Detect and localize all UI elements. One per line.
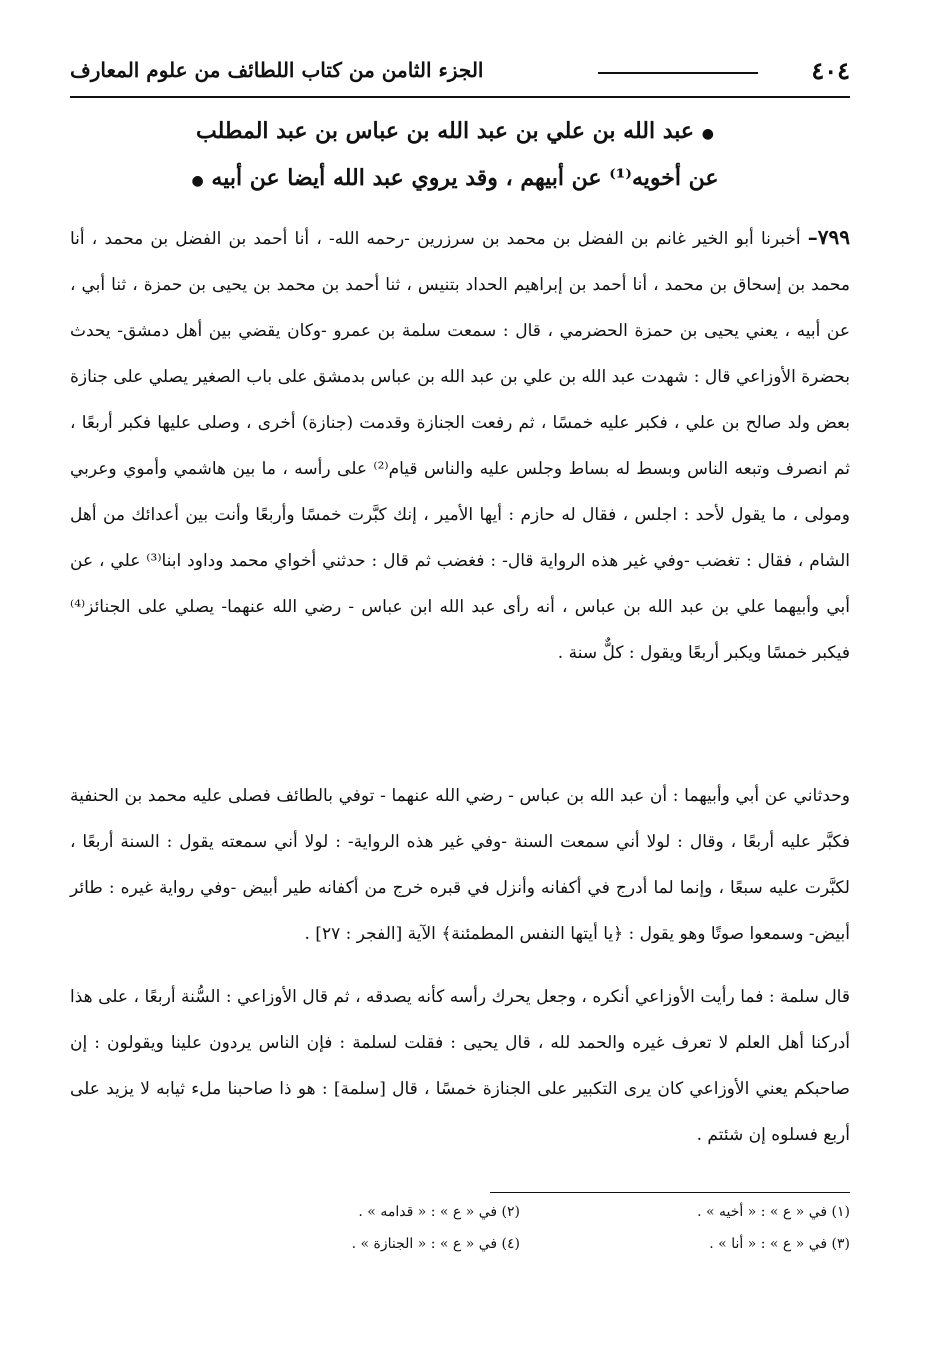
running-header xyxy=(70,52,850,92)
heading-text-1: عبد الله بن علي بن عبد الله بن عباس بن عبد المطلب xyxy=(196,118,695,144)
bullet-icon: ● xyxy=(191,173,204,189)
bullet-icon: ● xyxy=(701,126,714,142)
hadith-number: ٧٩٩– xyxy=(807,225,851,249)
paragraph-2-text: وحدثاني عن أبي وأبيهما : أن عبد الله بن عباس - رضي الله عنهما - توفي بالطائف فصلى عليه محمد بن الحنفية فكبَّر عليه أربعًا ، وقال : لولا أني سمعت السنة -وفي غير هذه الرواية- : لولا أني سمعته يقول : السنة أربعًا ، لكبَّرت عليه سبعًا ، وإنما لما أدرج في أكفانه وأنزل في قبره خرج من أكفانه طير أبيض -وفي رواية غيره : طائر أبيض- وسمعوا صوتًا وهو يقول : ﴿يا أيتها النفس المطمئنة﴾ الآية [الفجر : ٢٧] . xyxy=(70,786,850,944)
header-underline xyxy=(70,96,850,98)
footnote-rule xyxy=(490,1192,850,1193)
footnote-1: (١) في « ع » : « أخيه » . xyxy=(697,1204,850,1220)
running-title: الجزء الثامن من كتاب اللطائف من علوم المعارف xyxy=(70,58,484,82)
footnotes xyxy=(90,1204,850,1274)
section-heading-line-1 xyxy=(90,118,820,144)
paragraph-1-text: أخبرنا أبو الخير غانم بن الفضل بن محمد بن سرزرين -رحمه الله- ، أنا أحمد بن الفضل بن محمد ، أنا محمد بن إسحاق بن محمد ، أنا أحمد بن إبراهيم الحداد بتنيس ، ثنا أحمد بن محمد بن يحيى بن حمزة ، ثنا أبي ، عن أبيه ، يعني يحيى بن حمزة الحضرمي ، قال : سمعت سلمة بن عمرو -وكان يقضي بين أهل دمشق- يحدث بحضرة الأوزاعي قال : شهدت عبد الله بن علي بن عبد الله بن عباس بدمشق على باب الصغير يصلي على جنازة بعض ولد صالح بن علي ، فكبر عليه خمسًا ، ثم رفعت الجنازة وقدمت (جنازة) أخرى ، وصلى عليها فكبر أربعًا ، ثم انصرف وتبعه الناس وبسط له بساط وجلس عليه والناس قيام⁽²⁾ على رأسه ، ما بين هاشمي وأموي وعربي ومولى ، ما يقول لأحد : اجلس ، فقال له حازم : أيها الأمير ، إنك كبَّرت خمسًا وأربعًا وأنت بين أعدائك من أهل الشام ، فقال : تغضب -وفي غير هذه الرواية قال- : فغضب ثم قال : حدثني أخواي محمد وداود ابنا⁽³⁾ علي ، عن أبي وأبيهما علي بن عبد الله بن عباس ، أنه رأى عبد الله ابن عباس - رضي الله عنهما- يصلي على الجنائز⁽⁴⁾ فيكبر خمسًا ويكبر أربعًا ويقول : كلٌّ سنة . xyxy=(70,229,850,663)
paragraph-3-text: قال سلمة : فما رأيت الأوزاعي أنكره ، وجعل يحرك رأسه كأنه يصدقه ، ثم قال الأوزاعي : السُّنة أربعًا ، على هذا أدركنا أهل العلم لا تعرف غيره والحمد لله ، قال يحيى : فقلت لسلمة : فإن الناس يردون علينا ويقولون : إن صاحبكم يعني الأوزاعي كان يرى التكبير على الجنازة خمسًا ، قال [سلمة] : هو ذا صاحبنا ملء ثيابه لا يزيد على أربع فسلوه إن شئتم . xyxy=(70,987,850,1145)
paragraph-3 xyxy=(70,974,850,1158)
header-dash-rule xyxy=(598,72,758,74)
footnote-3: (٣) في « ع » : « أنا » . xyxy=(709,1236,850,1252)
footnote-4: (٤) في « ع » : « الجنازة » . xyxy=(351,1236,520,1252)
paragraph-2 xyxy=(70,773,850,957)
heading-text-2: عن أخويه⁽¹⁾ عن أبيهم ، وقد يروي عبد الله أيضا عن أبيه xyxy=(211,165,719,191)
page-number: ٤٠٤ xyxy=(811,56,850,85)
paragraph-1 xyxy=(70,214,850,676)
section-heading-line-2 xyxy=(90,165,820,191)
footnote-2: (٢) في « ع » : « قدامه » . xyxy=(358,1204,520,1220)
